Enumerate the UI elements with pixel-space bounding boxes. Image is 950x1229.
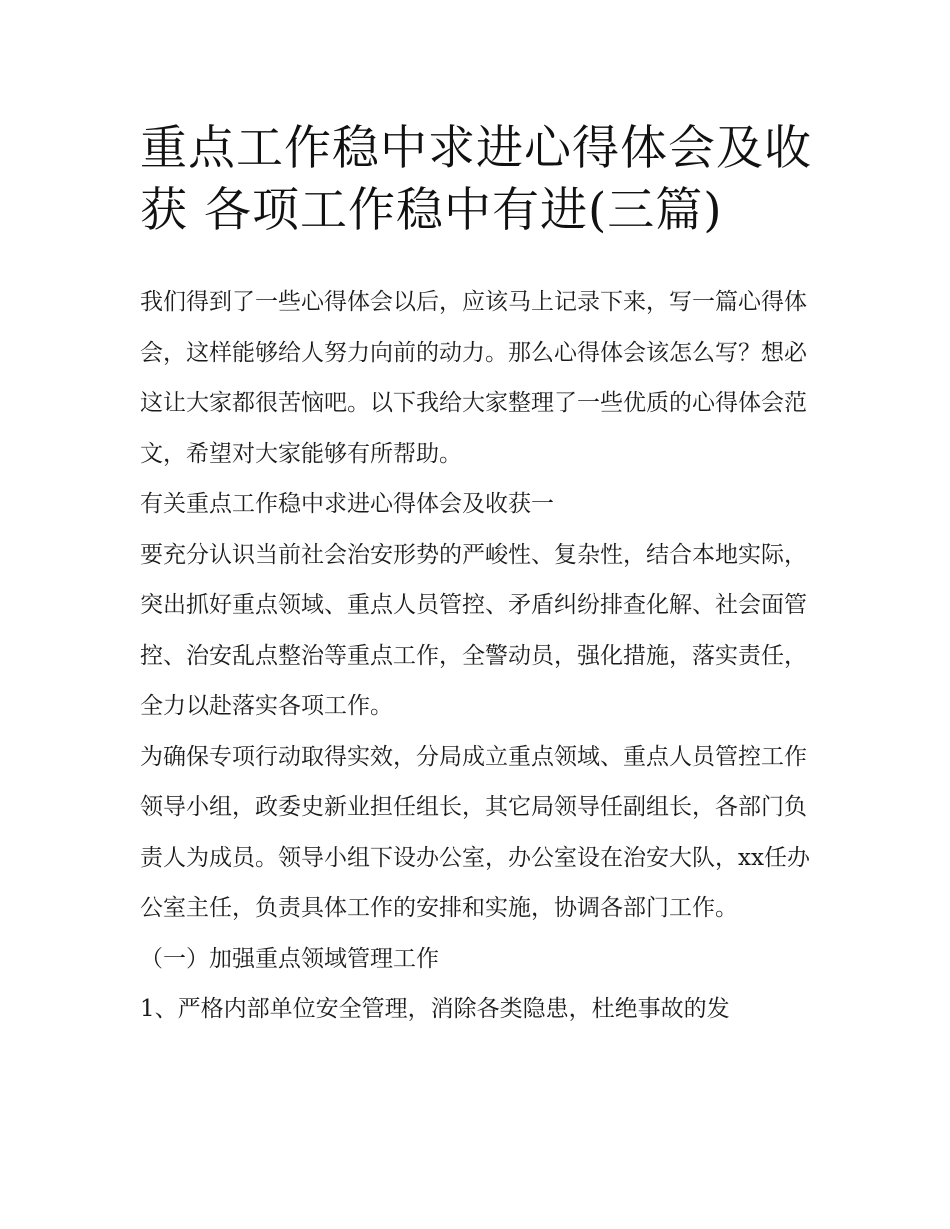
subsection-heading: （一）加强重点领域管理工作 bbox=[140, 945, 439, 972]
body-paragraph: 为确保专项行动取得实效，分局成立重点领域、重点人员管控工作领导小组，政委史新业担任组长，其它局领导任副组长，各部门负责人为成员。领导小组下设办公室，办公室设在治安大队，xx任办公室主任，负责具体工作的安排和实施，协调各部门工作。 bbox=[140, 743, 810, 921]
document-title: 重点工作稳中求进心得体会及收获 各项工作稳中有进(三篇) bbox=[140, 121, 812, 238]
body-paragraph: 要充分认识当前社会治安形势的严峻性、复杂性，结合本地实际，突出抓好重点领域、重点人员管控、矛盾纠纷排查化解、社会面管控、治安乱点整治等重点工作，全警动员，强化措施，落实责任，全力以赴落实各项工作。 bbox=[140, 541, 807, 719]
intro-paragraph: 我们得到了一些心得体会以后，应该马上记录下来，写一篇心得体会，这样能够给人努力向前的动力。那么心得体会该怎么写？想必这让大家都很苦恼吧。以下我给大家整理了一些优质的心得体会范文，希望对大家能够有所帮助。 bbox=[140, 289, 807, 467]
document-body bbox=[140, 277, 820, 1035]
section-heading: 有关重点工作稳中求进心得体会及收获一 bbox=[140, 491, 554, 517]
list-item: 1、严格内部单位安全管理，消除各类隐患，杜绝事故的发 bbox=[140, 996, 730, 1022]
